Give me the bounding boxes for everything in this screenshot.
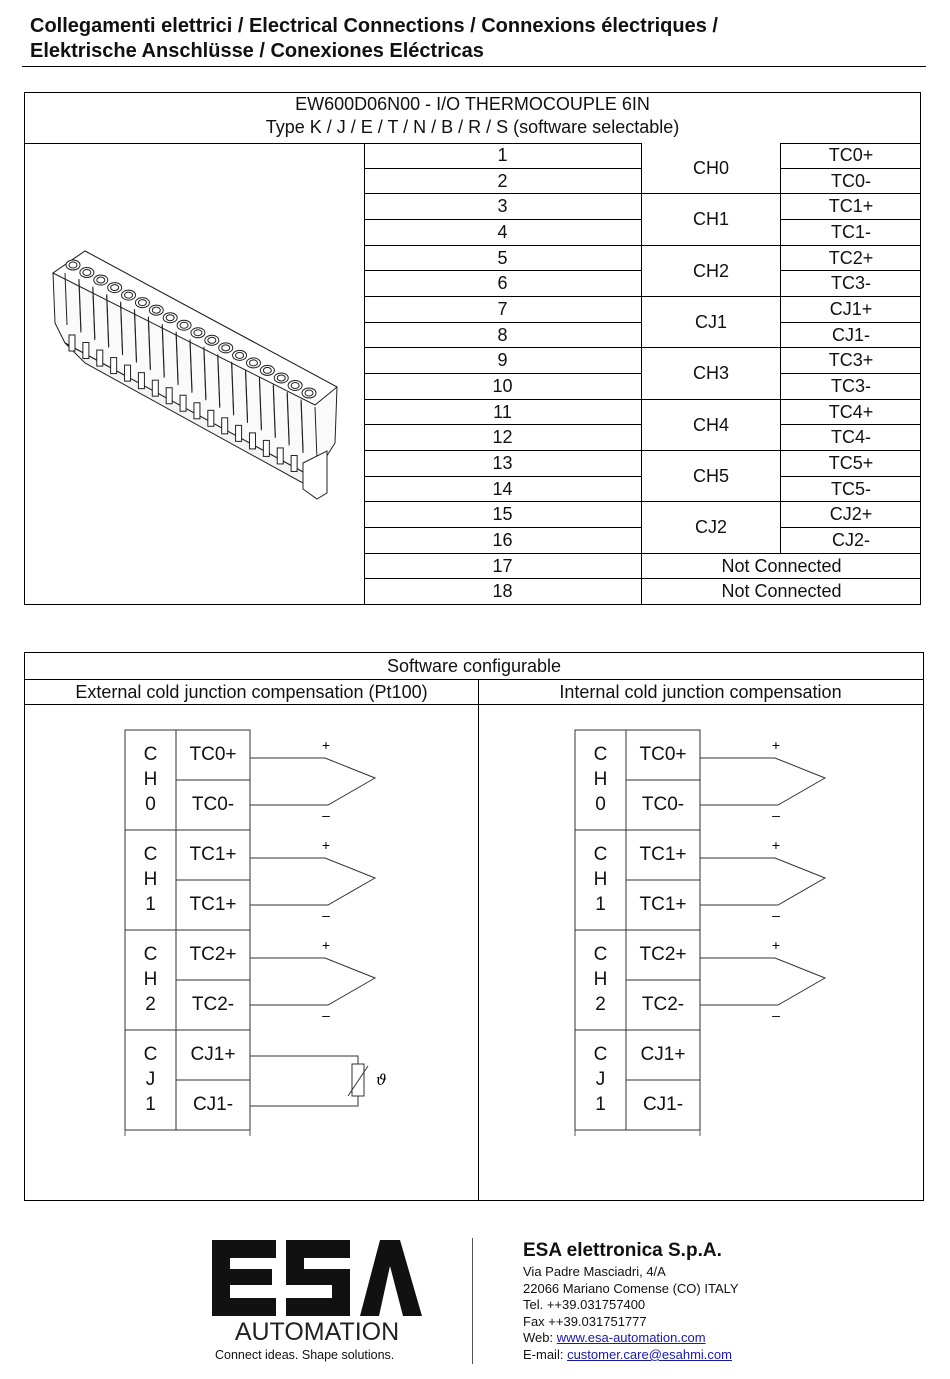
channel-letter: H [593,969,608,990]
channel-letter: C [593,1044,608,1065]
channel-letter: C [143,744,158,765]
pin-number: 4 [364,220,642,246]
pinout-row [364,246,921,281]
email-link[interactable]: customer.care@esahmi.com [567,1346,732,1362]
plus-sign: + [321,737,331,753]
company-contacts [523,1264,739,1364]
channel-letter: C [143,944,158,965]
channel-letter: J [145,1069,156,1090]
terminal-block-image [25,143,364,605]
internal-cjc-diagram [570,729,870,1139]
pinout-row [364,297,921,332]
pinout-row [364,143,921,178]
not-connected-label: Not Connected [642,554,921,580]
pinout-row [364,502,921,538]
signal-name: TC1- [781,220,921,246]
pin-number: 8 [364,323,642,349]
thermocouple-symbol [700,758,825,805]
pin-number: 14 [364,477,642,503]
external-terminal-bottom: TC0- [191,794,235,815]
minus-sign: – [772,807,780,823]
logo-tagline: Connect ideas. Shape solutions. [215,1348,395,1362]
wiring-column-divider [478,679,479,1201]
address-line-2: 22066 Mariano Comense (CO) ITALY [523,1280,739,1296]
signal-name: CJ1- [781,323,921,349]
pin-number: 15 [364,502,642,528]
wiring-table-header: Software configurable [25,653,923,680]
channel-letter: C [593,744,608,765]
thermocouple-symbol [250,958,375,1005]
channel-letter: H [143,769,158,790]
signal-name: TC4+ [781,400,921,426]
title-line-2: Elektrische Anschlüsse / Conexiones Eléctricas [30,40,484,62]
signal-name: TC0+ [781,143,921,169]
thermocouple-symbol [250,758,375,805]
title-divider [22,66,926,67]
minus-sign: – [322,807,330,823]
signal-name: TC3- [781,374,921,400]
pin-number: 7 [364,297,642,323]
thermocouple-symbol [700,958,825,1005]
pin-number: 17 [364,554,642,580]
email-row [523,1347,739,1364]
internal-terminal-top: TC2+ [639,944,687,965]
pinout-table [24,92,921,605]
email-label: E-mail: [523,1346,568,1362]
channel-letter: 1 [595,894,606,915]
web-link[interactable]: www.esa-automation.com [556,1330,706,1346]
channel-letter: H [593,769,608,790]
signal-name: CJ2+ [781,502,921,528]
channel-group: CH5 [642,451,781,502]
channel-letter: C [593,944,608,965]
plus-sign: + [771,737,781,753]
signal-name: TC4- [781,425,921,451]
pin-number: 12 [364,425,642,451]
external-terminal-top: TC1+ [189,844,237,865]
channel-group: CJ2 [642,502,781,553]
channel-letter: C [143,1044,158,1065]
channel-letter: C [143,844,158,865]
company-name: ESA elettronica S.p.A. [523,1240,722,1261]
channel-letter: 1 [145,1094,156,1115]
channel-letter: J [595,1069,606,1090]
footer-divider [472,1238,473,1364]
signal-name: CJ1+ [781,297,921,323]
channel-letter: 0 [595,794,606,815]
pin-number: 5 [364,246,642,272]
channel-letter: 2 [595,994,606,1015]
external-cjc-diagram [120,729,420,1139]
signal-name: CJ2- [781,528,921,554]
channel-group: CH1 [642,194,781,245]
minus-sign: – [772,907,780,923]
pin-number: 18 [364,579,642,605]
internal-terminal-top: CJ1+ [640,1044,686,1065]
signal-name: TC3- [781,271,921,297]
external-terminal-bottom: TC2- [191,994,235,1015]
internal-terminal-bottom: TC0- [641,794,685,815]
external-terminal-bottom: TC1+ [189,894,237,915]
wiring-table [24,652,924,1201]
signal-name: TC1+ [781,194,921,220]
channel-letter: 1 [595,1094,606,1115]
channel-group: CJ1 [642,297,781,348]
pt100-resistor [352,1064,364,1096]
not-connected-label: Not Connected [721,581,842,602]
pin-number: 2 [364,169,642,195]
channel-letter: 2 [145,994,156,1015]
rtd-wire-bottom [250,1091,358,1106]
external-terminal-top: TC0+ [189,744,237,765]
external-cjc-title: External cold junction compensation (Pt100) [25,679,478,705]
channel-letter: 1 [145,894,156,915]
plus-sign: + [771,937,781,953]
external-terminal-top: CJ1+ [190,1044,236,1065]
pin-number: 13 [364,451,642,477]
signal-name: TC0- [781,169,921,195]
thermocouple-symbol [250,858,375,905]
signal-name: TC5+ [781,451,921,477]
pin-number: 6 [364,271,642,297]
page-title [30,14,920,64]
channel-group: CH4 [642,400,781,451]
channel-letter: C [593,844,608,865]
signal-name: TC3+ [781,348,921,374]
internal-cjc-title: Internal cold junction compensation [478,679,923,705]
internal-terminal-bottom: TC1+ [639,894,687,915]
channel-group: CH0 [642,143,781,194]
internal-terminal-top: TC1+ [639,844,687,865]
pinout-row [364,348,921,384]
internal-terminal-top: TC0+ [639,744,687,765]
logo-automation-text: AUTOMATION [234,1318,400,1346]
internal-terminal-bottom: TC2- [641,994,685,1015]
fax: Fax ++39.031751777 [523,1313,647,1329]
channel-letter: H [593,869,608,890]
pin-number: 11 [364,400,642,426]
theta-symbol: ϑ [376,1071,387,1089]
pin-number: 9 [364,348,642,374]
title-line-1: Collegamenti elettrici / Electrical Connections / Connexions électriques / [30,15,718,37]
pin-number: 1 [364,143,642,169]
channel-letter: 0 [145,794,156,815]
plus-sign: + [321,937,331,953]
external-terminal-top: TC2+ [189,944,237,965]
pinout-row [364,451,921,486]
address-line-1: Via Padre Masciadri, 4/A [523,1264,666,1279]
rtd-wire-top [250,1056,358,1071]
plus-sign: + [771,837,781,853]
pinout-row [364,400,921,435]
signal-name: TC2+ [781,246,921,272]
module-type: Type K / J / E / T / N / B / R / S (software selectable) [265,117,680,137]
pin-number: 16 [364,528,642,554]
pinout-rows [364,143,921,605]
thermocouple-symbol [700,858,825,905]
pin-number: 10 [364,374,642,400]
pinout-row [364,579,921,605]
channel-letter: H [143,969,158,990]
pin-number: 3 [364,194,642,220]
minus-sign: – [772,1007,780,1023]
external-terminal-bottom: CJ1- [192,1094,234,1115]
module-name: EW600D06N00 - I/O THERMOCOUPLE 6IN [295,94,650,114]
plus-sign: + [321,837,331,853]
connector-illustration [25,143,365,605]
telephone: Tel. ++39.031757400 [523,1297,646,1313]
internal-terminal-bottom: CJ1- [642,1094,684,1115]
pinout-row [364,554,921,580]
channel-group: CH3 [642,348,781,399]
channel-letter: H [143,869,158,890]
web-label: Web: [523,1330,557,1346]
channel-group: CH2 [642,246,781,297]
pinout-table-header [25,93,920,144]
web-row [523,1330,739,1347]
minus-sign: – [322,1007,330,1023]
pinout-row [364,194,921,230]
signal-name: TC5- [781,477,921,503]
minus-sign: – [322,907,330,923]
